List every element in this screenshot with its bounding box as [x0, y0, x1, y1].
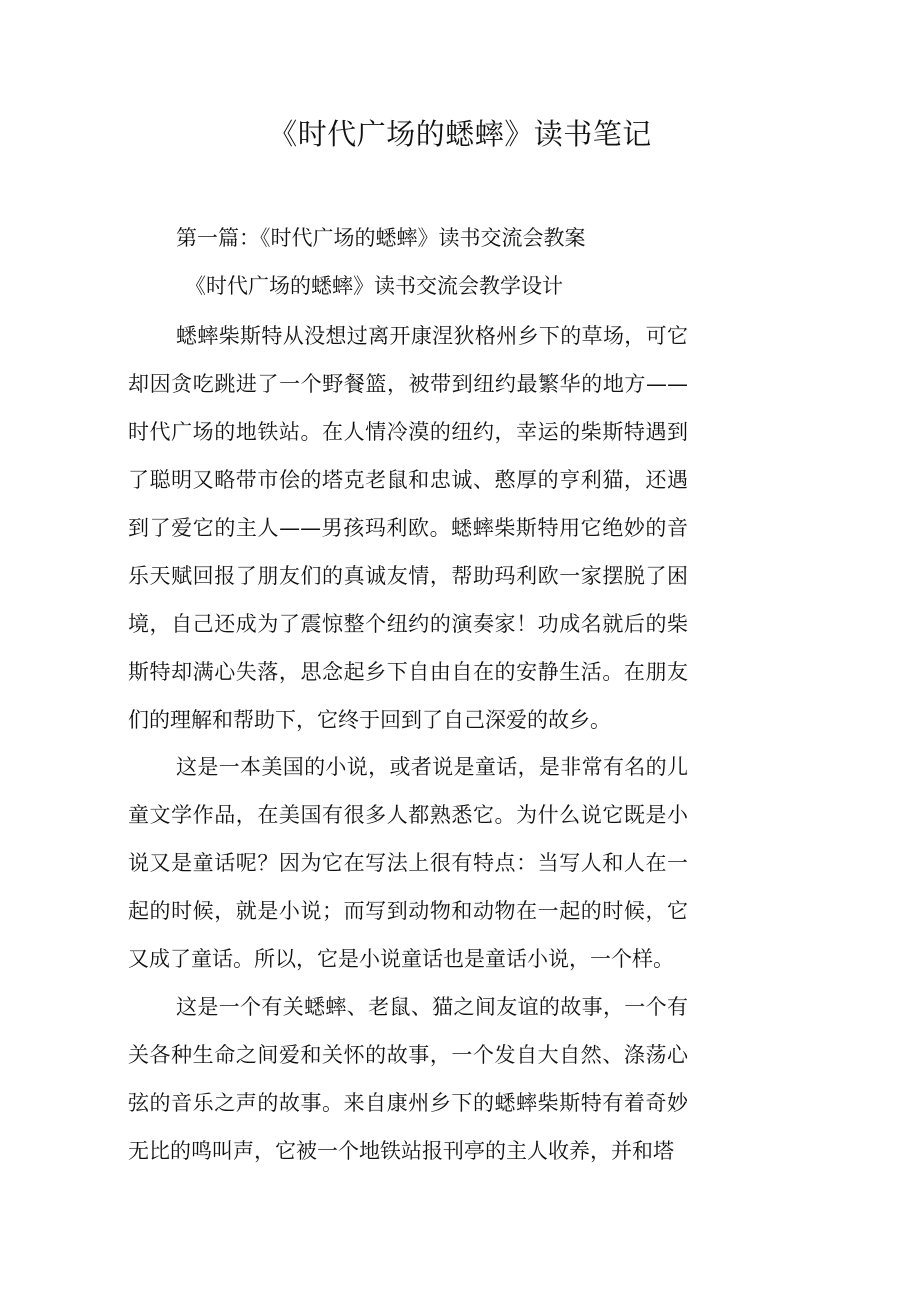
- document-title: 《时代广场的蟋蟀》读书笔记: [268, 117, 652, 151]
- paragraph-summary: 蟋蟀柴斯特从没想过离开康涅狄格州乡下的草场，可它却因贪吃跳进了一个野餐篮，被带到纽约最繁华的地方——时代广场的地铁站。在人情冷漠的纽约，幸运的柴斯特遇到了聪明又略带市侩的塔克老鼠和忠诚、憨厚的亨利猫，还遇到了爱它的主人——男孩玛利欧。蟋蟀柴斯特用它绝妙的音乐天赋回报了朋友们的真诚友情，帮助玛利欧一家摆脱了困境，自己还成为了震惊整个纽约的演奏家！功成名就后的柴斯特却满心失落，思念起乡下自由自在的安静生活。在朋友们的理解和帮助下，它终于回到了自己深爱的故乡。: [128, 324, 688, 732]
- paragraph-story: 这是一个有关蟋蟀、老鼠、猫之间友谊的故事，一个有关各种生命之间爱和关怀的故事，一个发自大自然、涤荡心弦的音乐之声的故事。来自康州乡下的蟋蟀柴斯特有着奇妙无比的鸣叫声，它被一个地铁站报刊亭的主人收养，并和塔: [128, 995, 688, 1163]
- design-heading: 《时代广场的蟋蟀》读书交流会教学设计: [185, 274, 563, 298]
- paragraph-genre: 这是一本美国的小说，或者说是童话，是非常有名的儿童文学作品，在美国有很多人都熟悉它。为什么说它既是小说又是童话呢？因为它在写法上很有特点：当写人和人在一起的时候，就是小说；而写到动物和动物在一起的时候，它又成了童话。所以，它是小说童话也是童话小说，一个样。: [128, 755, 688, 971]
- section-heading: 第一篇：《时代广场的蟋蟀》读书交流会教案: [176, 226, 586, 250]
